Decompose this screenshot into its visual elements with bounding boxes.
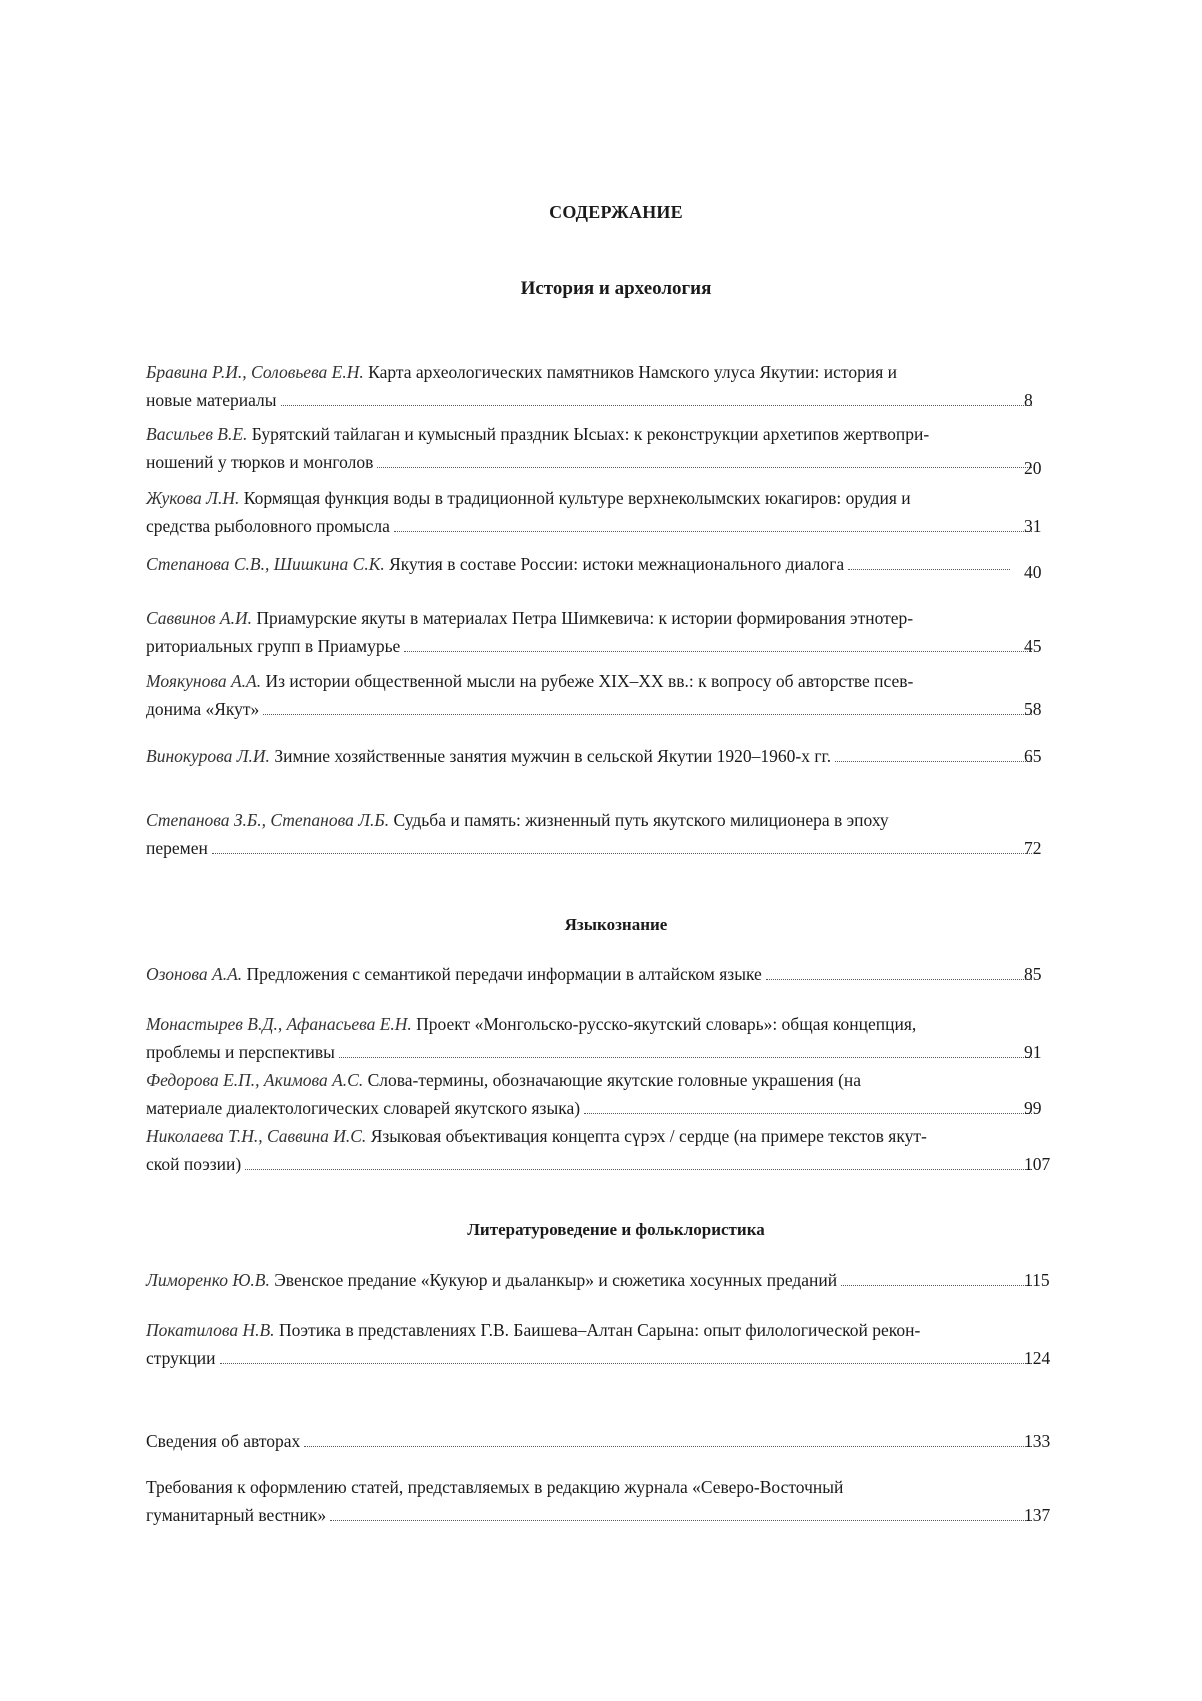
entry-author: Озонова А.А. (146, 964, 243, 984)
leader-dots (304, 1445, 1032, 1447)
entry-title: Предложения с семантикой передачи информации в алтайском языке (242, 964, 762, 984)
leader-dots (404, 650, 1032, 652)
entry-title: Кормящая функция воды в традиционной культуре верхнеколымских юкагиров: орудия и (239, 488, 911, 508)
entry-title-cont: средства рыболовного промысла (146, 516, 390, 536)
page-number: 124 (1024, 1348, 1051, 1368)
page-number: 8 (1024, 390, 1033, 410)
page-number: 107 (1024, 1154, 1051, 1174)
page-number: 20 (1024, 458, 1042, 478)
page-number: 133 (1024, 1431, 1051, 1451)
leader-dots (245, 1168, 1032, 1170)
section-heading-literature: Литературоведение и фольклористика (467, 1220, 765, 1239)
page-number: 72 (1024, 838, 1042, 858)
toc-entry-submission-requirements[interactable] (146, 1473, 1056, 1529)
leader-dots (263, 713, 1032, 715)
leader-dots (281, 404, 1033, 406)
entry-author: Покатилова Н.В. (146, 1320, 275, 1340)
entry-title: Судьба и память: жизненный путь якутского милиционера в эпоху (389, 810, 889, 830)
entry-title: Карта археологических памятников Намского улуса Якутии: история и (363, 362, 897, 382)
entry-title: Сведения об авторах (146, 1431, 301, 1451)
entry-author: Монастырев В.Д., Афанасьева Е.Н. (146, 1014, 412, 1034)
toc-entry[interactable] (146, 550, 1056, 582)
entry-author: Бравина Р.И., Соловьева Е.Н. (146, 362, 364, 382)
toc-entry[interactable] (146, 358, 1056, 414)
entry-title: Якутия в составе России: истоки межнационального диалога (384, 554, 845, 574)
page-number: 85 (1024, 964, 1042, 984)
entry-title-cont: перемен (146, 838, 208, 858)
entry-title: Из истории общественной мысли на рубеже XIX–XX вв.: к вопросу об авторстве псев- (261, 671, 914, 691)
leader-dots (766, 978, 1032, 980)
entry-title: Слова-термины, обозначающие якутские головные украшения (на (363, 1070, 862, 1090)
section-heading-linguistics: Языкознание (564, 915, 668, 934)
toc-entry[interactable] (146, 604, 1056, 660)
page-number: 45 (1024, 636, 1042, 656)
leader-dots (212, 852, 1032, 854)
entry-title-cont: ношений у тюрков и монголов (146, 452, 374, 472)
page-number: 31 (1024, 516, 1042, 536)
toc-entry[interactable] (146, 960, 1056, 988)
toc-entry[interactable] (146, 1266, 1056, 1294)
entry-title: Языковая объективация концепта сүрэх / сердце (на примере текстов якут- (366, 1126, 927, 1146)
page-number: 58 (1024, 699, 1042, 719)
entry-title: Проект «Монгольско-русско-якутский словарь»: общая концепция, (411, 1014, 917, 1034)
entry-title: Бурятский тайлаган и кумысный праздник Ысыах: к реконструкции архетипов жертвопри- (247, 424, 930, 444)
page-number: 115 (1024, 1270, 1050, 1290)
entry-author: Федорова Е.П., Акимова А.С. (146, 1070, 364, 1090)
toc-entry[interactable] (146, 484, 1056, 540)
page-number: 91 (1024, 1042, 1042, 1062)
entry-author: Лиморенко Ю.В. (146, 1270, 270, 1290)
entry-title: Эвенское предание «Кукуюр и дьаланкыр» и сюжетика хосунных преданий (269, 1270, 838, 1290)
entry-title: Поэтика в представлениях Г.В. Баишева–Алтан Сарына: опыт филологической рекон- (274, 1320, 921, 1340)
toc-entry[interactable] (146, 1066, 1056, 1122)
leader-dots (330, 1519, 1032, 1521)
entry-title-cont: проблемы и перспективы (146, 1042, 335, 1062)
toc-entry-authors-info[interactable] (146, 1427, 1056, 1455)
page-number: 65 (1024, 746, 1042, 766)
toc-entry[interactable] (146, 1316, 1056, 1372)
leader-dots (339, 1056, 1032, 1058)
entry-author: Николаева Т.Н., Саввина И.С. (146, 1126, 367, 1146)
leader-dots (848, 568, 1010, 570)
entry-title-cont: материале диалектологических словарей якутского языка) (146, 1098, 581, 1118)
leader-dots (841, 1284, 1032, 1286)
entry-title-cont: новые материалы (146, 390, 277, 410)
entry-author: Жукова Л.Н. (146, 488, 240, 508)
toc-entry[interactable] (146, 806, 1056, 862)
section-heading-history: История и археология (520, 278, 712, 299)
entry-author: Васильев В.Е. (146, 424, 248, 444)
page-number: 137 (1024, 1505, 1051, 1525)
leader-dots (377, 466, 1032, 468)
entry-title: Требования к оформлению статей, представляемых в редакцию журнала «Северо-Восточный (146, 1477, 844, 1497)
page-number: 99 (1024, 1098, 1042, 1118)
leader-dots (220, 1362, 1033, 1364)
entry-author: Степанова З.Б., Степанова Л.Б. (146, 810, 390, 830)
entry-title-cont: гуманитарный вестник» (146, 1505, 327, 1525)
toc-entry[interactable] (146, 420, 1056, 476)
toc-entry[interactable] (146, 1010, 1056, 1066)
entry-title-cont: риториальных групп в Приамурье (146, 636, 401, 656)
page-number: 40 (1024, 562, 1042, 582)
entry-author: Винокурова Л.И. (146, 746, 270, 766)
entry-title: Приамурские якуты в материалах Петра Шимкевича: к истории формирования этнотер- (251, 608, 914, 628)
toc-entry[interactable] (146, 1122, 1056, 1178)
entry-title-cont: струкции (146, 1348, 216, 1368)
entry-title: Зимние хозяйственные занятия мужчин в сельской Якутии 1920–1960-х гг. (269, 746, 832, 766)
entry-author: Степанова С.В., Шишкина С.К. (146, 554, 385, 574)
toc-entry[interactable] (146, 667, 1056, 723)
leader-dots (835, 760, 1032, 762)
entry-title-cont: ской поэзии) (146, 1154, 242, 1174)
leader-dots (584, 1112, 1032, 1114)
entry-title-cont: донима «Якут» (146, 699, 260, 719)
leader-dots (394, 530, 1032, 532)
toc-entry[interactable] (146, 742, 1056, 770)
entry-author: Саввинов А.И. (146, 608, 252, 628)
entry-author: Моякунова А.А. (146, 671, 262, 691)
page-title: СОДЕРЖАНИЕ (549, 202, 683, 222)
